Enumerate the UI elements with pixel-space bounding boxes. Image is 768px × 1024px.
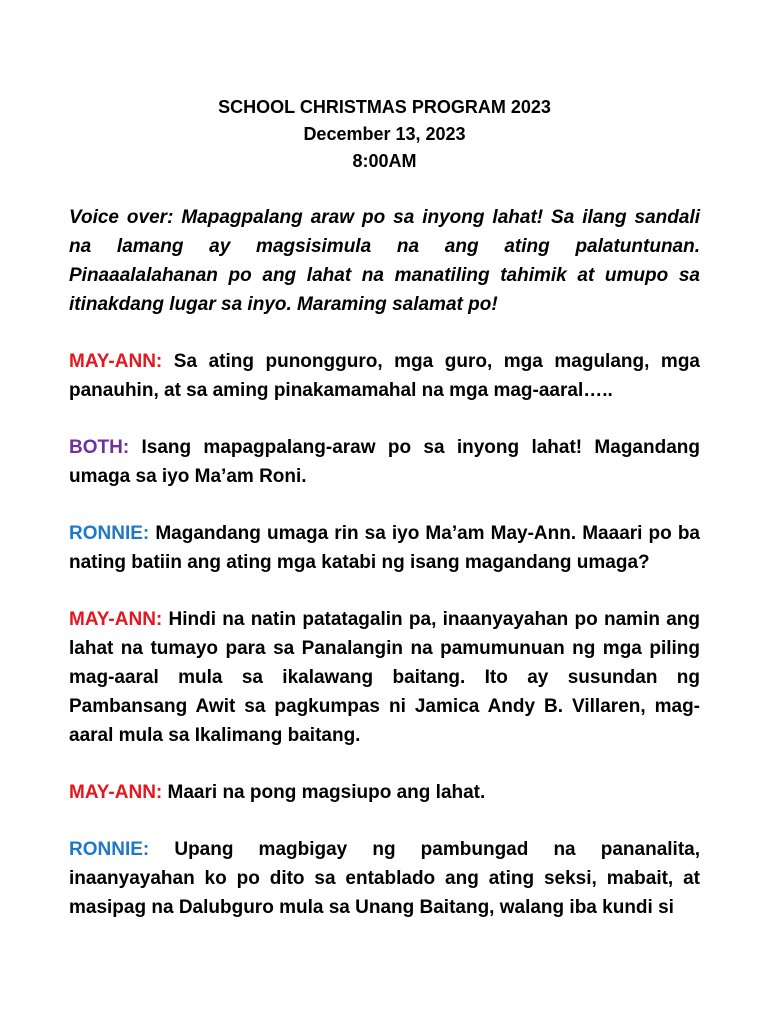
line-text: Sa ating punongguro, mga guro, mga magulang, mga panauhin, at sa aming pinakamamahal na mga mag-aaral….. (69, 351, 700, 401)
line-text: Maari na pong magsiupo ang lahat. (162, 782, 486, 803)
line-text: Magandang umaga rin sa iyo Ma’am May-Ann. Maaari po ba nating batiin ang ating mga katabi ng isang magandang umaga? (69, 523, 700, 573)
script-line-mayann-greeting (69, 347, 700, 405)
script-line-both-greeting (69, 433, 700, 491)
speaker-label: MAY-ANN: (69, 609, 163, 630)
line-text: Isang mapagpalang-araw po sa inyong lahat! Magandang umaga sa iyo Ma’am Roni. (69, 437, 700, 487)
speaker-label: MAY-ANN: (69, 351, 163, 372)
script-line-ronnie-greeting (69, 519, 700, 577)
program-header (69, 94, 700, 175)
line-text: Hindi na natin patatagalin pa, inaanyayahan po namin ang lahat na tumayo para sa Panalangin na pamumunuan ng mga piling mag-aaral mula sa ikalawang baitang. Ito ay susundan ng Pambansang Awit sa pagkumpas ni Jamica Andy B. Villaren, mag-aaral mula sa Ikalimang baitang. (69, 609, 700, 746)
document-page (69, 94, 700, 922)
program-date: December 13, 2023 (303, 124, 466, 144)
program-time: 8:00AM (352, 151, 417, 171)
speaker-label: RONNIE: (69, 839, 150, 860)
line-text: Upang magbigay ng pambungad na pananalita, inaanyayahan ko po dito sa entablado ang ating seksi, mabait, at masipag na Dalubguro mula sa Unang Baitang, walang iba kundi si (69, 839, 700, 918)
voice-over-paragraph: Voice over: Mapagpalang araw po sa inyong lahat! Sa ilang sandali na lamang ay magsisimula na ang ating palatuntunan. Pinaaalalahanan po ang lahat na manatiling tahimik at umupo sa itinakdang lugar sa inyo. Maraming salamat po! (69, 207, 700, 315)
script-line-mayann-seated (69, 778, 700, 807)
speaker-label: MAY-ANN: (69, 782, 163, 803)
speaker-label: RONNIE: (69, 523, 150, 544)
script-line-mayann-prayer (69, 605, 700, 750)
program-title: SCHOOL CHRISTMAS PROGRAM 2023 (218, 97, 551, 117)
speaker-label: BOTH: (69, 437, 130, 458)
script-line-ronnie-opening (69, 835, 700, 922)
